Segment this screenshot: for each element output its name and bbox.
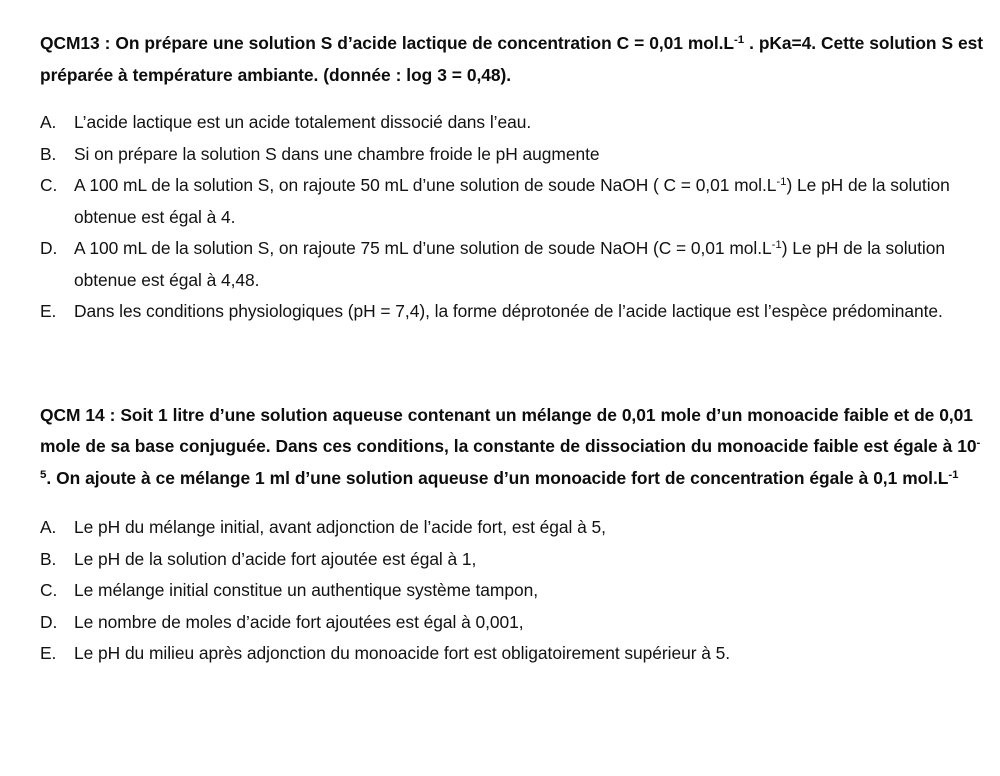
question-stem-qcm13: QCM13 : On prépare une solution S d’acide lactique de concentration C = 0,01 $mol.L^{-1}$ . pKa=4. Cette solution S est préparée à température ambiante. (donnée : log 3 = 0,48). — [40, 33, 983, 85]
option-text: Dans les conditions physiologiques (pH = 7,4), la forme déprotonée de l’acide lactique est l’espèce prédominante. — [74, 301, 943, 321]
option-item[interactable] — [40, 607, 990, 639]
options-list-qcm13 — [40, 107, 990, 328]
option-text: A 100 mL de la solution S, on rajoute 50 mL d’une solution de soude NaOH ( C = 0,01 $mol.L^{-1}$) Le pH de la solution obtenue est égal à 4. — [74, 175, 950, 227]
option-item[interactable] — [40, 638, 990, 670]
option-item[interactable] — [40, 512, 990, 544]
question-block-qcm14 — [40, 400, 990, 670]
option-text: Le pH du milieu après adjonction du monoacide fort est obligatoirement supérieur à 5. — [74, 643, 731, 663]
option-marker: E. — [40, 301, 57, 321]
option-item[interactable] — [40, 139, 990, 171]
option-item[interactable] — [40, 575, 990, 607]
option-text: Le pH du mélange initial, avant adjonction de l’acide fort, est égal à 5, — [74, 517, 606, 537]
option-marker: B. — [40, 548, 57, 569]
option-item[interactable] — [40, 544, 990, 576]
option-marker: C. — [40, 175, 58, 195]
option-marker: D. — [40, 611, 58, 632]
option-marker: B. — [40, 143, 57, 164]
question-stem-qcm14: QCM 14 : Soit 1 litre d’une solution aqueuse contenant un mélange de 0,01 mole d’un monoacide faible et de 0,01 mole de sa base conjuguée. Dans ces conditions, la constante de dissociation du monoacide faible est égale à $10^{-5}$. On ajoute à ce mélange 1 ml d’une solution aqueuse d’un monoacide fort de concentration égale à 0,1 $mol.L^{-1}$ — [40, 404, 981, 488]
option-marker: E. — [40, 643, 57, 663]
options-list-qcm14 — [40, 512, 990, 670]
option-marker: A. — [40, 517, 57, 537]
option-item[interactable] — [40, 170, 990, 233]
option-item[interactable] — [40, 233, 990, 296]
option-text: Le mélange initial constitue un authentique système tampon, — [74, 580, 538, 600]
option-item[interactable] — [40, 107, 990, 139]
option-item[interactable] — [40, 296, 990, 328]
option-text: L’acide lactique est un acide totalement dissocié dans l’eau. — [74, 112, 532, 132]
option-marker: C. — [40, 580, 58, 600]
question-block-qcm13 — [40, 28, 990, 328]
option-text: Le pH de la solution d’acide fort ajoutée est égal à 1, — [74, 548, 477, 569]
option-marker: A. — [40, 112, 57, 132]
option-text: A 100 mL de la solution S, on rajoute 75 mL d’une solution de soude NaOH (C = 0,01 $mol.L^{-1}$) Le pH de la solution obtenue est égal à 4,48. — [74, 238, 945, 290]
option-text: Le nombre de moles d’acide fort ajoutées est égal à 0,001, — [74, 611, 524, 632]
option-text: Si on prépare la solution S dans une chambre froide le pH augmente — [74, 143, 600, 164]
option-marker: D. — [40, 238, 58, 258]
